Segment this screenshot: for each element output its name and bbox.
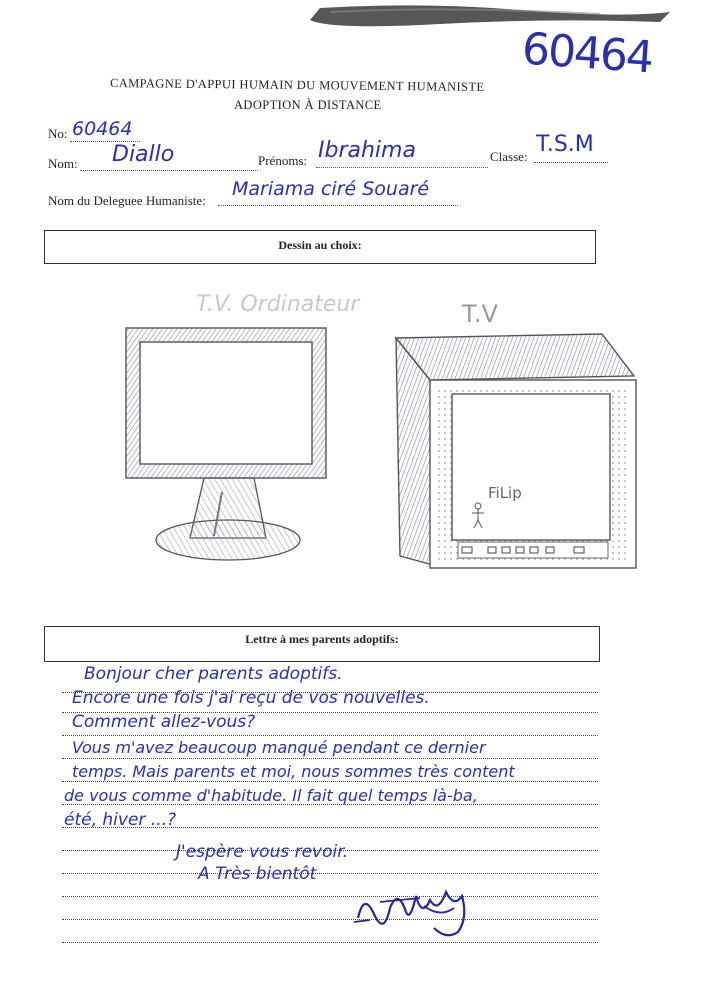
letter-line-6: de vous comme d'habitude. Il fait quel temps là-ba,: [64, 786, 478, 805]
letter-line-3: Comment allez-vous?: [72, 712, 256, 732]
classe-value: T.S.M: [536, 132, 594, 157]
delegue-value: Mariama ciré Souaré: [232, 178, 430, 200]
nom-label: Nom:: [48, 156, 78, 171]
signature-scribble: [350, 878, 480, 948]
letter-rule: [62, 919, 598, 920]
letter-rule: [62, 873, 598, 874]
header-adoption-title: ADOPTION À DISTANCE: [234, 98, 382, 112]
letter-section-title: Lettre à mes parents adoptifs:: [245, 632, 399, 646]
letter-line-1: Bonjour cher parents adoptifs.: [84, 664, 343, 684]
scan-smudge: [300, 0, 680, 30]
letter-rule: [62, 758, 598, 759]
letter-line-8: J'espère vous revoir.: [176, 842, 349, 862]
letter-line-4: Vous m'avez beaucoup manqué pendant ce dernier: [72, 738, 486, 757]
letter-line-9: A Très bientôt: [198, 864, 317, 884]
letter-section-box: [44, 626, 600, 662]
no-label: No:: [48, 126, 68, 141]
nom-value: Diallo: [112, 142, 175, 167]
tv-brand-label: FiLip: [488, 484, 522, 502]
delegue-dotted-line: [218, 205, 458, 206]
letter-rule: [62, 781, 598, 782]
letter-rule: [62, 942, 598, 943]
prenoms-dotted-line: [316, 167, 488, 168]
prenoms-value: Ibrahima: [318, 138, 416, 163]
delegue-label: Nom du Deleguee Humaniste:: [48, 193, 206, 208]
letter-rule: [62, 735, 598, 736]
drawing-label-right: T.V: [462, 300, 498, 328]
classe-label: Classe:: [490, 149, 528, 164]
drawing-label-left: T.V. Ordinateur: [196, 292, 360, 317]
letter-rule: [62, 896, 598, 897]
letter-line-2: Encore une fois j'ai reçu de vos nouvelles.: [72, 688, 430, 708]
tv-drawing: [388, 328, 644, 578]
letter-line-5: temps. Mais parents et moi, nous sommes très content: [72, 762, 515, 781]
header-campaign-title: CAMPAGNE D'APPUI HUMAIN DU MOUVEMENT HUMANISTE: [109, 76, 485, 94]
prenoms-label: Prénoms:: [258, 153, 308, 168]
no-value: 60464: [72, 118, 133, 140]
nom-dotted-line: [80, 170, 258, 171]
classe-dotted-line: [534, 162, 608, 163]
letter-line-7: été, hiver ...?: [64, 810, 177, 830]
drawing-section-box: [44, 230, 596, 264]
monitor-drawing: [118, 322, 338, 572]
drawing-section-title: Dessin au choix:: [278, 238, 362, 252]
corner-form-number: 60464: [520, 23, 654, 84]
